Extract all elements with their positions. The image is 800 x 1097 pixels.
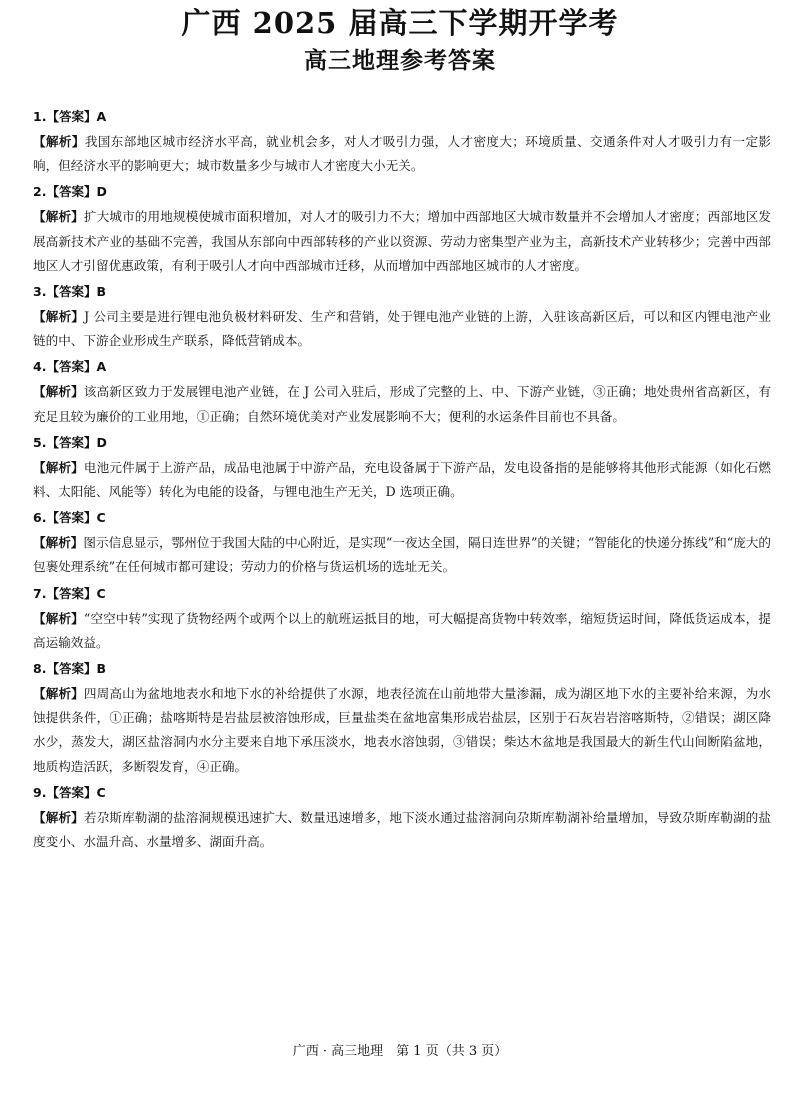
explanation-label: 【解析】 (33, 209, 84, 225)
explanation (33, 380, 771, 428)
answer-line (33, 104, 771, 130)
page-subtitle: 高三地理参考答案 (304, 47, 496, 74)
explanation-text: 电池元件属于上游产品，成品电池属于中游产品，充电设备属于下游产品，发电设备指的是能够将其他形式能源（如化石燃料、太阳能、风能等）转化为电能的设备，与锂电池生产无关，D 选项正确。 (33, 459, 772, 500)
explanation-text: 我国东部地区城市经济水平高，就业机会多，对人才吸引力强，人才密度大；环境质量、交通条件对人才吸引力有一定影响，但经济水平的影响更大；城市数量多少与城市人才密度大小无关。 (33, 134, 772, 174)
answer-value: A (96, 359, 107, 375)
explanation-text: 四周高山为盆地地表水和地下水的补给提供了水源，地表径流在山前地带大量渗漏，成为湖区地下水的主要补给来源，为水蚀提供条件，①正确；盐喀斯特是岩盐层被溶蚀形成，巨量盐类在盆地富集形成岩盐层，区别于石灰岩岩溶喀斯特，②错误；湖区降水少，蒸发大，湖区盐溶洞内水分主要来自地下承压淡水，地表水溶蚀弱，③错误；柴达木盆地是我国最大的新生代山间断陷盆地，地质构造活跃，多断裂发育，④正确。 (33, 686, 772, 774)
explanation-label: 【解析】 (33, 610, 84, 626)
question-item-4 (33, 354, 771, 428)
question-item-6 (33, 505, 771, 579)
explanation-label: 【解析】 (33, 459, 84, 475)
answer-line (33, 780, 771, 806)
answer-label: 【答案】 (46, 284, 97, 300)
question-number: 3. (33, 284, 47, 300)
explanation-label: 【解析】 (33, 309, 85, 325)
question-number: 8. (33, 661, 47, 677)
question-item-2 (33, 179, 771, 278)
question-number: 5. (33, 434, 47, 450)
page-footer: 广西 · 高三地理 第 1 页（共 3 页） (292, 1044, 508, 1059)
question-item-7 (33, 581, 771, 655)
answer-value: A (96, 109, 107, 124)
explanation-text: 扩大城市的用地规模使城市面积增加，对人才的吸引力不大；增加中西部地区大城市数量并不会增加人才密度；西部地区发展高新技术产业的基础不完善，我国从东部向中西部转移的产业以资源、劳动力密集型产业为主，高新技术产业转移少；完善中西部地区人才引留优惠政策，有利于吸引人才向中西部城市迁移，从而增加中西部地区城市的人才密度。 (33, 209, 772, 273)
explanation (33, 130, 771, 178)
explanation (33, 456, 771, 504)
explanation-text: 若尕斯库勒湖的盐溶洞规模迅速扩大、数量迅速增多，地下淡水通过盐溶洞向尕斯库勒湖补给量增加，导致尕斯库勒湖的盐度变小、水温升高、水量增多、湖面升高。 (33, 809, 772, 850)
question-number: 9. (33, 784, 47, 800)
answer-label: 【答案】 (46, 661, 97, 677)
explanation (33, 806, 771, 854)
explanation (33, 531, 771, 579)
explanation (33, 682, 771, 779)
answer-label: 【答案】 (46, 784, 97, 800)
explanation-label: 【解析】 (33, 809, 84, 825)
question-item-1 (33, 104, 771, 178)
page-title: 广西 2025 届高三下学期开学考 (181, 6, 619, 40)
answer-label: 【答案】 (46, 510, 97, 526)
answers-list (33, 104, 771, 855)
question-number: 7. (33, 585, 47, 601)
answer-line (33, 279, 771, 305)
question-item-3 (33, 279, 771, 353)
explanation (33, 205, 771, 278)
answer-value: D (96, 184, 107, 200)
explanation-label: 【解析】 (33, 384, 84, 400)
answer-value: B (96, 661, 106, 677)
explanation (33, 305, 771, 353)
answer-label: 【答案】 (46, 184, 97, 200)
answer-line (33, 656, 771, 682)
explanation (33, 607, 771, 655)
question-number: 1. (33, 109, 47, 124)
answer-line (33, 581, 771, 607)
answer-label: 【答案】 (46, 109, 97, 124)
answer-label: 【答案】 (46, 359, 97, 375)
explanation-text: J 公司主要是进行锂电池负极材料研发、生产和营销，处于锂电池产业链的上游，入驻该高新区后，可以和区内锂电池产业链的中、下游企业形成生产联系，降低营销成本。 (33, 309, 771, 349)
answer-label: 【答案】 (46, 434, 97, 450)
question-number: 2. (33, 184, 47, 200)
answer-value: C (96, 585, 106, 601)
explanation-label: 【解析】 (33, 134, 85, 149)
answer-value: D (96, 434, 107, 450)
question-item-9 (33, 780, 771, 854)
explanation-label: 【解析】 (33, 535, 84, 551)
explanation-label: 【解析】 (33, 686, 84, 702)
answer-line (33, 179, 771, 205)
answer-value: C (96, 784, 106, 800)
question-item-5 (33, 430, 771, 504)
question-number: 4. (33, 359, 47, 375)
answer-line (33, 354, 771, 380)
explanation-text: 图示信息显示，鄂州位于我国大陆的中心附近，是实现“一夜达全国，隔日连世界”的关键；“智能化的快递分拣线”和“庞大的包裹处理系统”在任何城市都可建设；劳动力的价格与货运机场的选址无关。 (33, 535, 771, 575)
question-item-8 (33, 656, 771, 779)
answer-value: B (96, 284, 106, 300)
answer-value: C (96, 510, 106, 526)
answer-line (33, 505, 771, 531)
answer-label: 【答案】 (46, 585, 97, 601)
answer-line (33, 430, 771, 456)
question-number: 6. (33, 510, 47, 526)
explanation-text: 该高新区致力于发展锂电池产业链，在 J 公司入驻后，形成了完整的上、中、下游产业链，③正确；地处贵州省高新区，有充足且较为廉价的工业用地，①正确；自然环境优美对产业发展影响不大；便利的水运条件目前也不具备。 (33, 384, 772, 424)
explanation-text: “空空中转”实现了货物经两个或两个以上的航班运抵目的地，可大幅提高货物中转效率，缩短货运时间，降低货运成本，提高运输效益。 (33, 610, 772, 650)
